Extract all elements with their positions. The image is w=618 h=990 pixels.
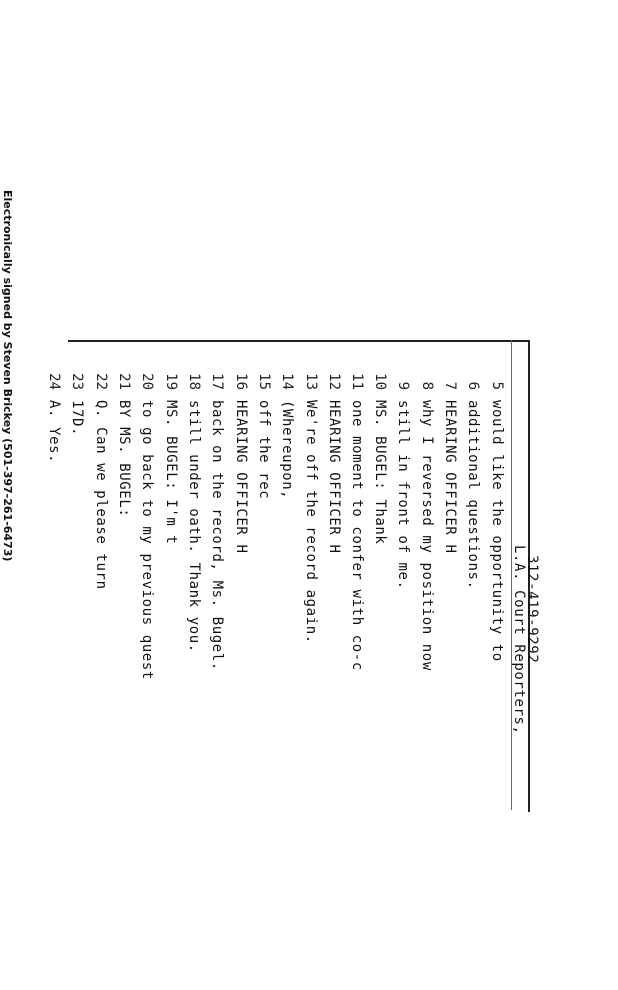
electronic-signature-note: Electronically signed by Steven Brickey (501-397-261-6473) — [1, 190, 14, 562]
line-text: still in front of me. — [395, 400, 411, 590]
line-number: 12 — [326, 373, 342, 390]
line-text: A. Yes. — [46, 400, 62, 464]
line-number: 19 — [163, 373, 179, 390]
line-text: MS. BUGEL: I'm t — [163, 400, 179, 545]
line-number: 20 — [139, 373, 155, 390]
line-text: MS. BUGEL: Thank — [372, 400, 388, 545]
line-text: HEARING OFFICER H — [233, 400, 249, 554]
line-number: 14 — [279, 373, 295, 390]
line-text: why I reversed my position now — [419, 400, 435, 671]
line-number: 15 — [256, 373, 272, 390]
line-number: 22 — [93, 373, 109, 390]
line-number: 8 — [419, 381, 435, 390]
line-number: 6 — [465, 381, 481, 390]
line-text: We're off the record again. — [303, 400, 319, 644]
line-number: 18 — [186, 373, 202, 390]
line-number: 21 — [116, 373, 132, 390]
line-number: 10 — [372, 373, 388, 390]
line-text: HEARING OFFICER H — [442, 400, 458, 554]
line-number: 5 — [489, 381, 505, 390]
line-text: still under oath. Thank you. — [186, 400, 202, 653]
line-text: (Whereupon, — [279, 400, 295, 500]
line-text: BY MS. BUGEL: — [116, 400, 132, 518]
line-number: 17 — [209, 373, 225, 390]
line-number: 7 — [442, 381, 458, 390]
line-text: back on the record, Ms. Bugel. — [209, 400, 225, 671]
line-text: off the rec — [256, 400, 272, 500]
line-text: 17D. — [69, 400, 85, 437]
line-number: 13 — [303, 373, 319, 390]
line-text: additional questions. — [465, 400, 481, 590]
court-reporter-phone: 312-419-9292 — [524, 555, 540, 664]
line-number: 23 — [69, 373, 85, 390]
line-text: Q. Can we please turn — [93, 400, 109, 590]
line-text: one moment to confer with co-c — [349, 400, 365, 671]
line-text: would like the opportunity to — [489, 400, 505, 662]
line-number: 11 — [349, 373, 365, 390]
line-text: HEARING OFFICER H — [326, 400, 342, 554]
line-text: to go back to my previous quest — [139, 400, 155, 680]
line-number: 16 — [233, 373, 249, 390]
line-number: 24 — [46, 373, 62, 390]
line-number: 9 — [395, 381, 411, 390]
court-reporter-name: L.A. Court Reporters, — [511, 545, 527, 735]
